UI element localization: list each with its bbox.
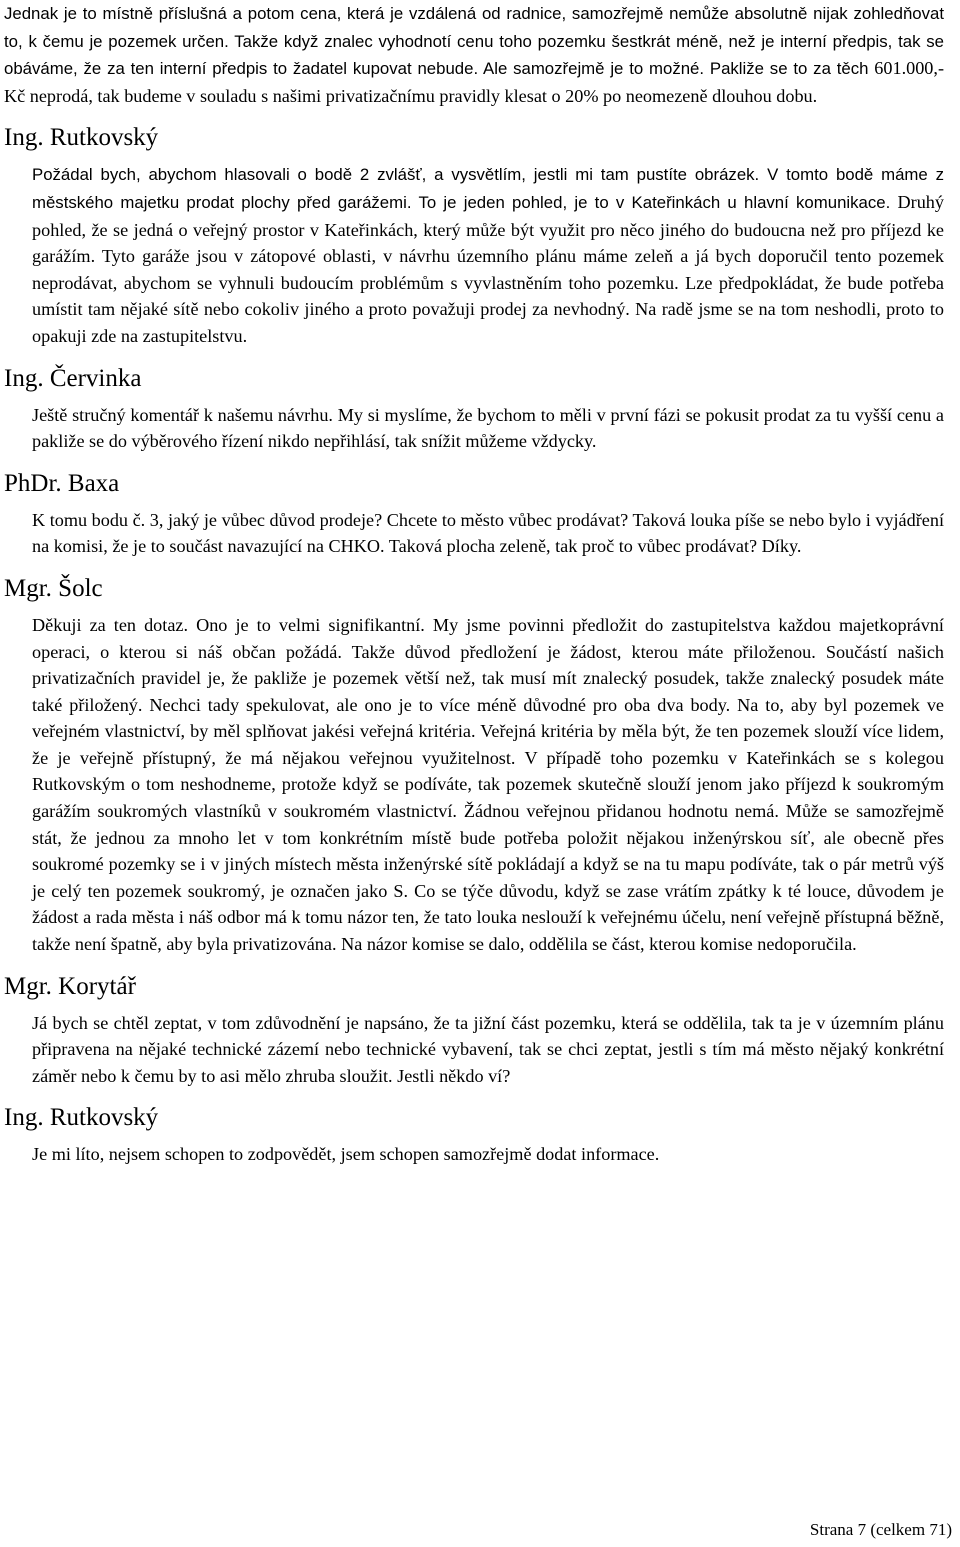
transcript-body: [4, 0, 944, 1168]
page-number: Strana 7 (celkem 71): [809, 1520, 952, 1539]
speech-paragraph: [4, 161, 944, 349]
speech-paragraph: [4, 402, 944, 455]
paragraph-text: Je mi líto, nejsem schopen to zodpovědět, jsem schopen samozřejmě dodat informace.: [32, 1144, 660, 1165]
paragraph-text: Já bych se chtěl zeptat, v tom zdůvodnění je napsáno, že ta jižní část pozemku, která se oddělila, tak ta je v územním plánu připravena na nějaké technické zázemí nebo technické vybavení, tak se chci zeptat, jestli s tím má město nějaký konkrétní záměr nebo k čemu by to asi mělo zhruba sloužit. Jestli někdo ví?: [32, 1012, 944, 1086]
speech-paragraph: [4, 1141, 944, 1168]
speaker-name: Mgr. Korytář: [4, 972, 136, 1000]
speech-paragraph: [4, 1010, 944, 1090]
paragraph-text-sans: Požádal bych, abychom hlasovali o bodě 2 zvlášť, a vysvětlím, jestli mi tam pustíte obrázek. V tomto bodě máme z městského majetku prodat plochy před garážemi. To je jeden pohled, je to v Kateřinkách u hlavní komunikace.: [32, 165, 944, 212]
speech-paragraph: [4, 507, 944, 560]
paragraph-text: 601.000,- Kč neprodá, tak budeme v souladu s našimi privatizačnímu pravidly klesat o 20% po neomezeně dlouhou dobu.: [4, 58, 944, 106]
speaker-name: Ing. Rutkovský: [4, 1104, 159, 1132]
paragraph-continuation: [4, 0, 944, 109]
speaker-name: PhDr. Baxa: [4, 469, 120, 497]
paragraph-text: Druhý pohled, že se jedná o veřejný prostor v Kateřinkách, který může být využit pro něco jiného do budoucna než pro příjezd ke garážím. Tyto garáže jsou v zátopové oblasti, v návrhu územního plánu máme zeleň a já bych doporučil tento pozemek neprodávat, abychom se vyhnuli budoucím problémům s vyvlastněním toho pozemku. Lze předpokládat, že bude potřeba umístit tam nějaké sítě nebo cokoliv jiného a proto považuji prodej za nevhodný. Na radě jsme se na tom neshodli, proto to opakuji zde na zastupitelstvu.: [32, 191, 944, 346]
speaker-name: Ing. Červinka: [4, 364, 142, 392]
paragraph-text-sans: Jednak je to místně příslušná a potom cena, která je vzdálená od radnice, samozřejmě nemůže absolutně nijak zohledňovat to, k čemu je pozemek určen. Takže když znalec vyhodnotí cenu toho pozemku šestkrát méně, než je interní předpis, tak se obáváme, že za ten interní předpis to žadatel kupovat nebude. Ale samozřejmě je to možné. Pakliže se to za těch: [4, 4, 944, 79]
paragraph-text: K tomu bodu č. 3, jaký je vůbec důvod prodeje? Chcete to město vůbec prodávat? Taková louka píše se nebo bylo i vyjádření na komisi, že je to součást navazující na CHKO. Taková plocha zeleně, tak proč to vůbec prodávat? Díky.: [32, 509, 944, 557]
paragraph-text: Ještě stručný komentář k našemu návrhu. My si myslíme, že bychom to měli v první fázi se pokusit prodat za tu vyšší cenu a pakliže se do výběrového řízení nikdo nepřihlásí, tak snížit můžeme vždycky.: [32, 404, 944, 452]
speech-paragraph: [4, 612, 944, 958]
paragraph-text: Děkuji za ten dotaz. Ono je to velmi signifikantní. My jsme povinni předložit do zastupitelstva každou majetkoprávní operaci, o kterou si náš občan požádá. Takže důvod předložení je žádost, kterou máte přiloženou. Součástí našich privatizačních pravidel je, že pakliže je pozemek větší než, tak musí mít znalecký posudek, takže znalecký posudek máte také přiložený. Nechci tady spekulovat, ale ono je to více méně důvodné pro oba dva body. Na to, aby byl pozemek ve veřejném vlastnictví, by měl splňovat jakési veřejná kritéria. Veřejná kritéria by měla být, že ten pozemek slouží více lidem, že je veřejně přístupný, že má nějakou veřejnou využitelnost. V případě toho pozemku v Kateřinkách se s kolegou Rutkovským o tom neshodneme, protože když se podíváte, tak pozemek skutečně slouží jenom jako příjezd k soukromým garážím soukromých vlastníků v soukromém vlastnictví. Žádnou veřejnou přidanou hodnotu nemá. Může se samozřejmě stát, že jednou za mnoho let v tom konkrétním místě bude potřeba položit nějakou inženýrskou síť, ale obecně přes soukromé pozemky se i v jiných místech města inženýrské sítě pokládají a když se na tu mapu podíváte, tak o pár metrů výš je celý ten pozemek soukromý, je označen jako S. Co se týče důvodu, když se zase vrátím zpátky k té louce, důvodem je žádost a rada města i náš odbor má k tomu názor ten, že tato louka neslouží k veřejnému účelu, není veřejně přístupná běžně, takže není špatně, aby byla privatizována. Na názor komise se dalo, oddělila se část, kterou komise nedoporučila.: [32, 614, 944, 955]
speaker-name: Mgr. Šolc: [4, 574, 103, 602]
speaker-name: Ing. Rutkovský: [4, 124, 159, 152]
